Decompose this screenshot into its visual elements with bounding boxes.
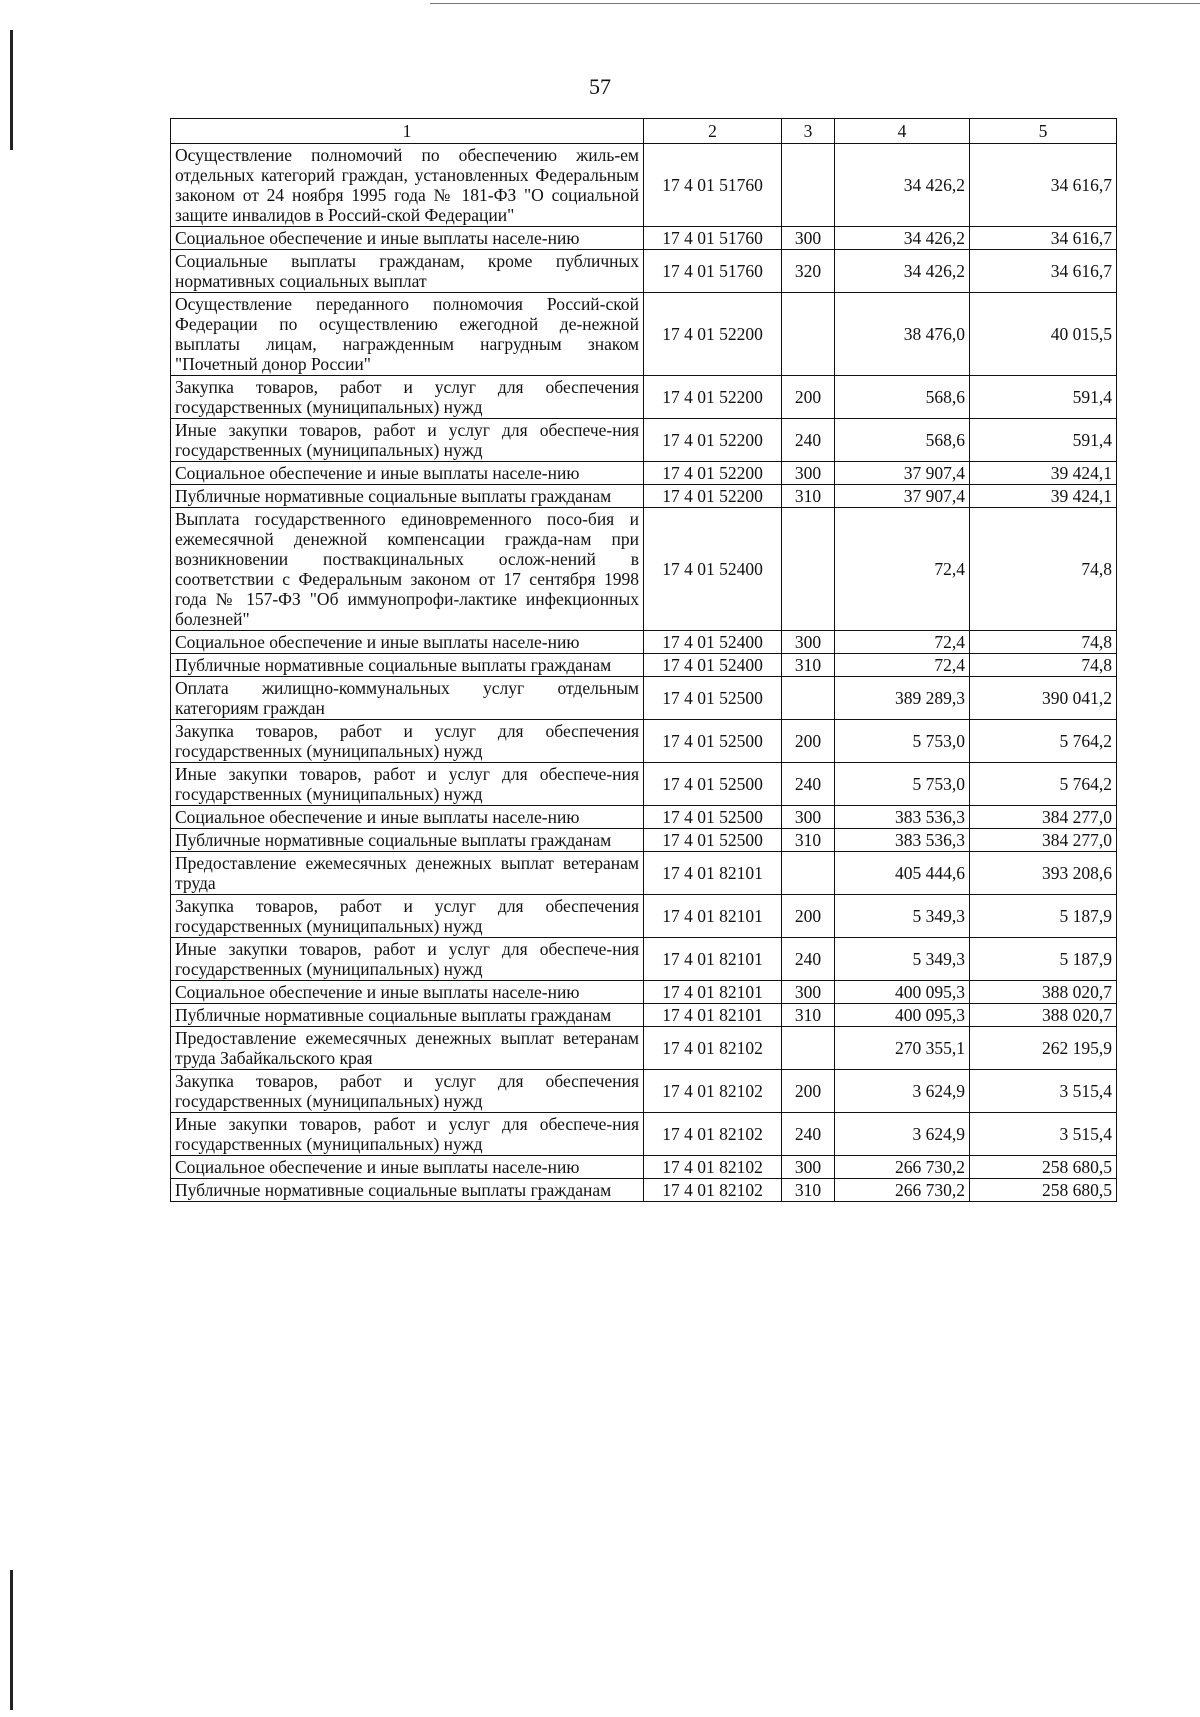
row-value-year2-cell: 384 277,0: [970, 806, 1117, 829]
row-expense-type-cell: 300: [782, 631, 835, 654]
row-name-cell: Осуществление переданного полномочия Россий-ской Федерации по осуществлению ежегодной де-нежной выплаты лицам, награжденным нагрудным знаком "Почетный донор России": [171, 293, 644, 376]
row-expense-type-cell: 310: [782, 829, 835, 852]
row-expense-type-cell: [782, 1027, 835, 1070]
table-row: [171, 508, 1117, 631]
row-value-year1-cell: 405 444,6: [835, 852, 970, 895]
row-expense-type-cell: 200: [782, 1070, 835, 1113]
row-code-cell: 17 4 01 52500: [644, 677, 782, 720]
row-name-cell: Оплата жилищно-коммунальных услуг отдельным категориям граждан: [171, 677, 644, 720]
table-row: [171, 376, 1117, 419]
row-code-cell: 17 4 01 82101: [644, 1004, 782, 1027]
row-code-cell: 17 4 01 52500: [644, 763, 782, 806]
row-value-year2-cell: 388 020,7: [970, 981, 1117, 1004]
row-value-year2-cell: 74,8: [970, 508, 1117, 631]
row-code-cell: 17 4 01 52500: [644, 806, 782, 829]
row-value-year1-cell: 3 624,9: [835, 1113, 970, 1156]
table-row: [171, 1004, 1117, 1027]
row-code-cell: 17 4 01 82101: [644, 981, 782, 1004]
table-row: [171, 144, 1117, 227]
row-name-cell: Предоставление ежемесячных денежных выплат ветеранам труда: [171, 852, 644, 895]
header-col-1: 1: [171, 119, 644, 144]
table-row: [171, 806, 1117, 829]
row-expense-type-cell: 300: [782, 1156, 835, 1179]
row-name-cell: Иные закупки товаров, работ и услуг для обеспече-ния государственных (муниципальных) нужд: [171, 1113, 644, 1156]
row-code-cell: 17 4 01 82101: [644, 895, 782, 938]
budget-table: [170, 118, 1117, 1202]
table-row: [171, 462, 1117, 485]
table-row: [171, 895, 1117, 938]
table-row: [171, 654, 1117, 677]
table-row: [171, 250, 1117, 293]
row-code-cell: 17 4 01 51760: [644, 144, 782, 227]
row-code-cell: 17 4 01 52200: [644, 376, 782, 419]
row-expense-type-cell: 310: [782, 485, 835, 508]
row-value-year1-cell: 5 349,3: [835, 938, 970, 981]
row-expense-type-cell: [782, 677, 835, 720]
row-code-cell: 17 4 01 82101: [644, 852, 782, 895]
row-expense-type-cell: 300: [782, 227, 835, 250]
row-name-cell: Иные закупки товаров, работ и услуг для обеспече-ния государственных (муниципальных) нужд: [171, 419, 644, 462]
row-value-year1-cell: 34 426,2: [835, 144, 970, 227]
row-name-cell: Закупка товаров, работ и услуг для обеспечения государственных (муниципальных) нужд: [171, 1070, 644, 1113]
row-value-year1-cell: 72,4: [835, 508, 970, 631]
scan-edge-mark-bottom: [10, 1570, 13, 1710]
row-value-year2-cell: 262 195,9: [970, 1027, 1117, 1070]
row-value-year2-cell: 5 187,9: [970, 895, 1117, 938]
row-expense-type-cell: [782, 508, 835, 631]
row-value-year1-cell: 34 426,2: [835, 250, 970, 293]
row-code-cell: 17 4 01 51760: [644, 250, 782, 293]
table-header-row: [171, 119, 1117, 144]
row-code-cell: 17 4 01 82102: [644, 1113, 782, 1156]
row-name-cell: Социальное обеспечение и иные выплаты населе-нию: [171, 227, 644, 250]
row-name-cell: Публичные нормативные социальные выплаты гражданам: [171, 829, 644, 852]
row-value-year2-cell: 258 680,5: [970, 1156, 1117, 1179]
row-name-cell: Социальные выплаты гражданам, кроме публичных нормативных социальных выплат: [171, 250, 644, 293]
row-name-cell: Социальное обеспечение и иные выплаты населе-нию: [171, 462, 644, 485]
row-name-cell: Социальное обеспечение и иные выплаты населе-нию: [171, 806, 644, 829]
row-value-year2-cell: 74,8: [970, 654, 1117, 677]
row-value-year1-cell: 266 730,2: [835, 1156, 970, 1179]
row-value-year2-cell: 3 515,4: [970, 1113, 1117, 1156]
row-expense-type-cell: [782, 144, 835, 227]
row-name-cell: Иные закупки товаров, работ и услуг для обеспече-ния государственных (муниципальных) нужд: [171, 763, 644, 806]
row-value-year1-cell: 568,6: [835, 419, 970, 462]
row-expense-type-cell: 300: [782, 806, 835, 829]
row-value-year2-cell: 39 424,1: [970, 462, 1117, 485]
row-value-year2-cell: 388 020,7: [970, 1004, 1117, 1027]
row-name-cell: Закупка товаров, работ и услуг для обеспечения государственных (муниципальных) нужд: [171, 895, 644, 938]
row-expense-type-cell: 240: [782, 763, 835, 806]
row-code-cell: 17 4 01 52200: [644, 462, 782, 485]
row-name-cell: Закупка товаров, работ и услуг для обеспечения государственных (муниципальных) нужд: [171, 376, 644, 419]
page-number: 57: [589, 74, 611, 99]
row-name-cell: Осуществление полномочий по обеспечению жиль-ем отдельных категорий граждан, установленных Федеральным законом от 24 ноября 1995 года № 181-ФЗ "О социальной защите инвалидов в Россий-ской Федерации": [171, 144, 644, 227]
row-name-cell: Социальное обеспечение и иные выплаты населе-нию: [171, 631, 644, 654]
row-name-cell: Социальное обеспечение и иные выплаты населе-нию: [171, 981, 644, 1004]
table-row: [171, 763, 1117, 806]
row-value-year2-cell: 384 277,0: [970, 829, 1117, 852]
table-row: [171, 938, 1117, 981]
table-row: [171, 1027, 1117, 1070]
row-code-cell: 17 4 01 82102: [644, 1156, 782, 1179]
row-value-year1-cell: 72,4: [835, 631, 970, 654]
row-name-cell: Социальное обеспечение и иные выплаты населе-нию: [171, 1156, 644, 1179]
row-value-year1-cell: 38 476,0: [835, 293, 970, 376]
row-value-year1-cell: 266 730,2: [835, 1179, 970, 1202]
row-value-year2-cell: 591,4: [970, 376, 1117, 419]
row-value-year1-cell: 568,6: [835, 376, 970, 419]
header-col-4: 4: [835, 119, 970, 144]
row-value-year2-cell: 74,8: [970, 631, 1117, 654]
row-name-cell: Публичные нормативные социальные выплаты гражданам: [171, 1179, 644, 1202]
row-value-year1-cell: 37 907,4: [835, 485, 970, 508]
row-code-cell: 17 4 01 52400: [644, 631, 782, 654]
table-row: [171, 227, 1117, 250]
table-row: [171, 829, 1117, 852]
table-row: [171, 1070, 1117, 1113]
table-row: [171, 1113, 1117, 1156]
row-value-year2-cell: 393 208,6: [970, 852, 1117, 895]
row-name-cell: Закупка товаров, работ и услуг для обеспечения государственных (муниципальных) нужд: [171, 720, 644, 763]
row-code-cell: 17 4 01 82101: [644, 938, 782, 981]
row-value-year2-cell: 34 616,7: [970, 144, 1117, 227]
row-value-year2-cell: 390 041,2: [970, 677, 1117, 720]
row-expense-type-cell: 320: [782, 250, 835, 293]
row-value-year2-cell: 5 764,2: [970, 720, 1117, 763]
row-value-year1-cell: 400 095,3: [835, 981, 970, 1004]
table-body: [171, 144, 1117, 1202]
row-value-year2-cell: 258 680,5: [970, 1179, 1117, 1202]
row-name-cell: Публичные нормативные социальные выплаты гражданам: [171, 1004, 644, 1027]
header-col-2: 2: [644, 119, 782, 144]
row-value-year1-cell: 5 753,0: [835, 720, 970, 763]
row-code-cell: 17 4 01 82102: [644, 1070, 782, 1113]
row-expense-type-cell: 300: [782, 462, 835, 485]
row-code-cell: 17 4 01 52200: [644, 293, 782, 376]
header-col-3: 3: [782, 119, 835, 144]
row-value-year1-cell: 34 426,2: [835, 227, 970, 250]
table-row: [171, 1179, 1117, 1202]
table-row: [171, 293, 1117, 376]
row-code-cell: 17 4 01 52500: [644, 720, 782, 763]
header-col-5: 5: [970, 119, 1117, 144]
row-expense-type-cell: [782, 852, 835, 895]
row-code-cell: 17 4 01 52400: [644, 654, 782, 677]
row-expense-type-cell: 310: [782, 1004, 835, 1027]
row-expense-type-cell: 240: [782, 419, 835, 462]
row-value-year1-cell: 270 355,1: [835, 1027, 970, 1070]
table-row: [171, 852, 1117, 895]
row-name-cell: Выплата государственного единовременного посо-бия и ежемесячной денежной компенсации гражда-нам при возникновении поствакцинальных ослож-нений в соответствии с Федеральным законом от 17 сентября 1998 года № 157-ФЗ "Об иммунопрофи-лактике инфекционных болезней": [171, 508, 644, 631]
row-value-year1-cell: 3 624,9: [835, 1070, 970, 1113]
table-row: [171, 981, 1117, 1004]
table-row: [171, 1156, 1117, 1179]
row-code-cell: 17 4 01 82102: [644, 1027, 782, 1070]
row-expense-type-cell: 200: [782, 376, 835, 419]
row-value-year1-cell: 5 753,0: [835, 763, 970, 806]
table-row: [171, 677, 1117, 720]
row-code-cell: 17 4 01 52200: [644, 485, 782, 508]
row-value-year2-cell: 39 424,1: [970, 485, 1117, 508]
row-value-year1-cell: 389 289,3: [835, 677, 970, 720]
row-value-year1-cell: 383 536,3: [835, 829, 970, 852]
row-value-year1-cell: 400 095,3: [835, 1004, 970, 1027]
row-code-cell: 17 4 01 52200: [644, 419, 782, 462]
row-name-cell: Публичные нормативные социальные выплаты гражданам: [171, 654, 644, 677]
row-expense-type-cell: 200: [782, 720, 835, 763]
row-value-year1-cell: 37 907,4: [835, 462, 970, 485]
row-expense-type-cell: 240: [782, 1113, 835, 1156]
row-value-year1-cell: 5 349,3: [835, 895, 970, 938]
row-expense-type-cell: 310: [782, 654, 835, 677]
row-value-year1-cell: 383 536,3: [835, 806, 970, 829]
table-row: [171, 419, 1117, 462]
row-value-year2-cell: 591,4: [970, 419, 1117, 462]
row-name-cell: Иные закупки товаров, работ и услуг для обеспече-ния государственных (муниципальных) нужд: [171, 938, 644, 981]
row-code-cell: 17 4 01 82102: [644, 1179, 782, 1202]
scan-top-edge: [430, 3, 1200, 4]
row-code-cell: 17 4 01 52500: [644, 829, 782, 852]
row-expense-type-cell: 240: [782, 938, 835, 981]
row-value-year2-cell: 3 515,4: [970, 1070, 1117, 1113]
row-expense-type-cell: 300: [782, 981, 835, 1004]
row-value-year2-cell: 40 015,5: [970, 293, 1117, 376]
row-expense-type-cell: 200: [782, 895, 835, 938]
row-value-year2-cell: 34 616,7: [970, 250, 1117, 293]
row-value-year1-cell: 72,4: [835, 654, 970, 677]
row-value-year2-cell: 34 616,7: [970, 227, 1117, 250]
row-value-year2-cell: 5 187,9: [970, 938, 1117, 981]
row-expense-type-cell: 310: [782, 1179, 835, 1202]
row-value-year2-cell: 5 764,2: [970, 763, 1117, 806]
row-code-cell: 17 4 01 51760: [644, 227, 782, 250]
row-name-cell: Предоставление ежемесячных денежных выплат ветеранам труда Забайкальского края: [171, 1027, 644, 1070]
row-expense-type-cell: [782, 293, 835, 376]
table-row: [171, 631, 1117, 654]
table-row: [171, 485, 1117, 508]
row-name-cell: Публичные нормативные социальные выплаты гражданам: [171, 485, 644, 508]
row-code-cell: 17 4 01 52400: [644, 508, 782, 631]
table-row: [171, 720, 1117, 763]
